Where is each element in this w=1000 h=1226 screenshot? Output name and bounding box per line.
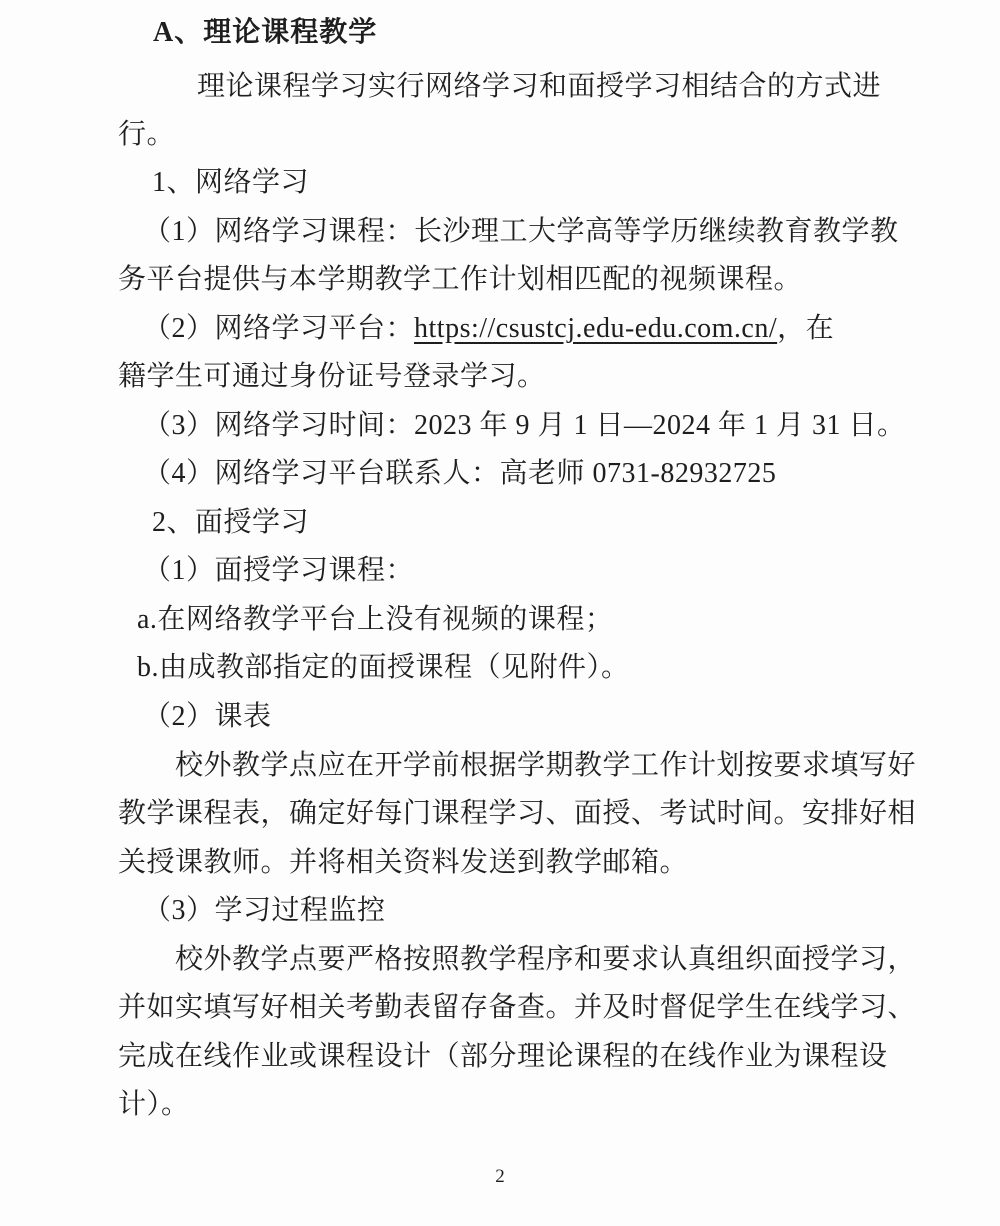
monitoring-heading-line: （3）学习过程监控	[143, 895, 386, 926]
network-courses-line-1: （1）网络学习课程：长沙理工大学高等学历继续教育教学教	[143, 216, 899, 247]
timetable-paragraph-line-1: 校外教学点应在开学前根据学期教学工作计划按要求填写好	[175, 750, 917, 781]
network-platform-line-2: 籍学生可通过身份证号登录学习。	[118, 361, 546, 392]
f2f-course-type-a-line: a.在网络教学平台上没有视频的课程；	[137, 604, 614, 635]
item-1-network-study: 1、网络学习	[152, 167, 310, 198]
section-a-heading: A、理论课程教学	[153, 17, 378, 48]
network-study-time-line: （3）网络学习时间：2023 年 9 月 1 日—2024 年 1 月 31 日。	[143, 410, 906, 441]
timetable-paragraph-line-2: 教学课程表，确定好每门课程学习、面授、考试时间。安排好相	[118, 798, 917, 829]
platform-url-link[interactable]: https://csustcj.edu-edu.com.cn/	[414, 313, 778, 344]
timetable-heading-line: （2）课表	[143, 701, 272, 732]
intro-paragraph-line-2: 行。	[118, 119, 176, 150]
network-courses-line-2: 务平台提供与本学期教学工作计划相匹配的视频课程。	[118, 264, 803, 295]
url-line-prefix: （2）网络学习平台：	[143, 313, 415, 344]
page-number: 2	[495, 1166, 505, 1187]
f2f-courses-heading-line: （1）面授学习课程：	[143, 555, 415, 586]
network-platform-contact-line: （4）网络学习平台联系人：高老师 0731-82932725	[143, 458, 777, 489]
f2f-course-type-b-line: b.由成教部指定的面授课程（见附件）。	[137, 652, 630, 683]
monitoring-paragraph-line-4: 计）。	[118, 1089, 190, 1120]
timetable-paragraph-line-3: 关授课教师。并将相关资料发送到教学邮箱。	[118, 847, 689, 878]
item-2-face-to-face-study: 2、面授学习	[152, 507, 310, 538]
intro-paragraph-line-1: 理论课程学习实行网络学习和面授学习相结合的方式进	[197, 71, 882, 102]
monitoring-paragraph-line-3: 完成在线作业或课程设计（部分理论课程的在线作业为课程设	[118, 1041, 888, 1072]
monitoring-paragraph-line-2: 并如实填写好相关考勤表留存备查。并及时督促学生在线学习、	[118, 992, 917, 1023]
monitoring-paragraph-line-1: 校外教学点要严格按照教学程序和要求认真组织面授学习，	[175, 944, 917, 975]
network-platform-url-line	[143, 312, 834, 346]
url-line-suffix: ，在	[777, 313, 835, 344]
